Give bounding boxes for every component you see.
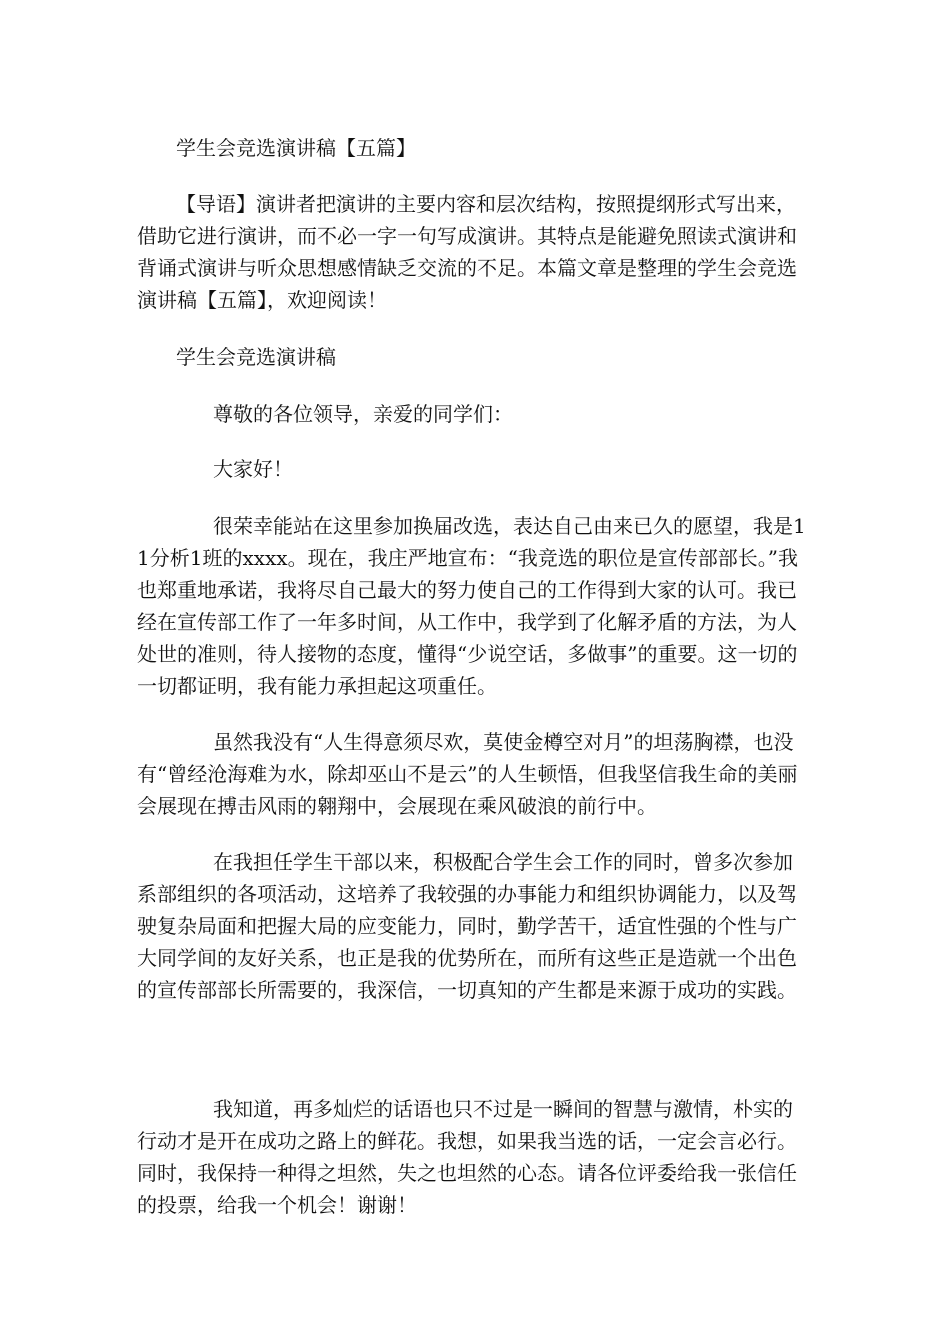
document-title: 学生会竞选演讲稿【五篇】 — [176, 136, 416, 160]
greeting: 大家好！ — [213, 457, 293, 481]
body-paragraph: 在我担任学生干部以来，积极配合学生会工作的同时，曾多次参加系部组织的各项活动，这培养了我较强的办事能力和组织协调能力，以及驾驶复杂局面和把握大局的应变能力，同时，勤学苦干，适宜性强的个性与广大同学间的友好关系，也正是我的优势所在，而所有这些正是造就一个出色的宣传部部长所需要的，我深信，一切真知的产生都是来源于成功的实践。 — [137, 850, 797, 1002]
body-paragraph: 很荣幸能站在这里参加换届改选，表达自己由来已久的愿望，我是11分析1班的xxxx。现在，我庄严地宣布：“我竞选的职位是宣传部部长。”我也郑重地承诺，我将尽自己最大的努力使自己的工作得到大家的认可。我已经在宣传部工作了一年多时间，从工作中，我学到了化解矛盾的方法，为人处世的准则，待人接物的态度，懂得“少说空话，多做事”的重要。这一切的一切都证明，我有能力承担起这项重任。 — [137, 514, 806, 698]
body-paragraph: 虽然我没有“人生得意须尽欢，莫使金樽空对月”的坦荡胸襟，也没有“曾经沧海难为水，除却巫山不是云”的人生顿悟，但我坚信我生命的美丽会展现在搏击风雨的翱翔中，会展现在乘风破浪的前行中。 — [137, 730, 798, 818]
body-paragraph: 我知道，再多灿烂的话语也只不过是一瞬间的智慧与激情，朴实的行动才是开在成功之路上的鲜花。我想，如果我当选的话，一定会言必行。同时，我保持一种得之坦然，失之也坦然的心态。请各位评委给我一张信任的投票，给我一个机会！谢谢！ — [137, 1097, 797, 1217]
intro-paragraph: 【导语】演讲者把演讲的主要内容和层次结构，按照提纲形式写出来，借助它进行演讲，而不必一字一句写成演讲。其特点是能避免照读式演讲和背诵式演讲与听众思想感情缺乏交流的不足。本篇文章是整理的学生会竞选演讲稿【五篇】，欢迎阅读！ — [137, 192, 797, 312]
section-title: 学生会竞选演讲稿 — [176, 345, 336, 369]
salutation: 尊敬的各位领导，亲爱的同学们： — [213, 402, 513, 426]
